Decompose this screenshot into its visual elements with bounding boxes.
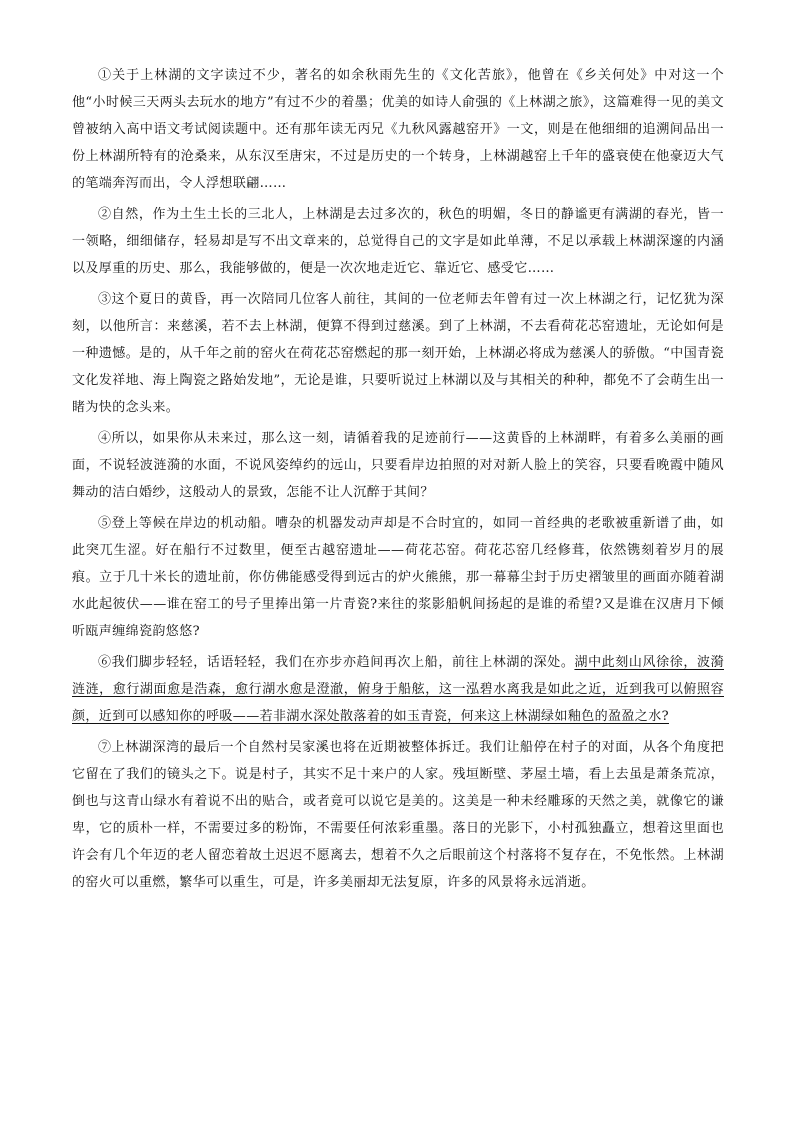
article-body	[72, 62, 724, 900]
paragraph-2: ②自然，作为土生土长的三北人，上林湖是去过多次的，秋色的明媚，冬日的静谧更有满湖的春光，皆一一领略，细细储存，轻易却是写不出文章来的，总觉得自己的文字是如此单薄，不足以承载上林湖深邃的内涵以及厚重的历史、那么，我能够做的，便是一次次地走近它、靠近它、感受它……	[72, 207, 724, 276]
paragraph-1: ①关于上林湖的文字读过不少，著名的如余秋雨先生的《文化苦旅》，他曾在《乡关何处》中对这一个他“小时候三天两头去玩水的地方”有过不少的着墨；优美的如诗人俞强的《上林湖之旅》，这篇难得一见的美文曾被纳入高中语文考试阅读题中。还有那年读无丙兄《九秋风露越窑开》一文，则是在他细细的追溯间品出一份上林湖所特有的沧桑来，从东汉至唐宋，不过是历史的一个转身，上林湖越窑上千年的盛衰使在他豪迈大气的笔端奔泻而出，令人浮想联翩……	[72, 68, 724, 191]
paragraph-7: ⑦上林湖深湾的最后一个自然村吴家溪也将在近期被整体拆迁。我们让船停在村子的对面，从各个角度把它留在了我们的镜头之下。说是村子，其实不足十来户的人家。残垣断壁、茅屋土墙，看上去虽是萧条荒凉，倒也与这青山绿水有着说不出的贴合，或者竟可以说它是美的。这美是一种未经雕琢的天然之美，就像它的谦卑，它的质朴一样，不需要过多的粉饰，不需要任何浓彩重墨。落日的光影下，小村孤独矗立，想着这里面也许会有几个年迈的老人留恋着故土迟迟不愿离去，想着不久之后眼前这个村落将不复存在，不免怅然。上林湖的窑火可以重燃，繁华可以重生，可是，许多美丽却无法复原，许多的风景将永远消逝。	[72, 740, 724, 890]
paragraph-4: ④所以，如果你从未来过，那么这一刻，请循着我的足迹前行——这黄昏的上林湖畔，有着多么美丽的画面，不说轻波涟漪的水面，不说风姿绰约的远山，只要看岸边拍照的对对新人脸上的笑容，只要看晚霞中随风舞动的洁白婚纱，这般动人的景致，怎能不让人沉醉于其间？	[72, 431, 724, 500]
paragraph-5: ⑤登上等候在岸边的机动船。嘈杂的机器发动声却是不合时宜的，如同一首经典的老歌被重新谱了曲，如此突兀生涩。好在船行不过数里，便至古越窑遗址——荷花芯窑。荷花芯窑几经修葺，依然镌刻着岁月的展痕。立于几十米长的遗址前，你仿佛能感受得到远古的炉火熊熊，那一幕幕尘封于历史褶皱里的画面亦随着湖水此起彼伏——谁在窑工的号子里捧出第一片青瓷?来往的浆影船帆间扬起的是谁的希望?又是谁在汉唐月下倾听瓯声缠绵瓷韵悠悠?	[72, 516, 724, 639]
paragraph-6	[72, 649, 724, 730]
underlined-sentence: 湖中此刻山风徐徐，波漪涟涟，愈行湖面愈是浩森，愈行湖水愈是澄澈，俯身于船舷，这一泓碧水离我是如此之近，近到我可以俯照容颜，近到可以感知你的呼吸——若非湖水深处散落着的如玉青瓷，何来这上林湖绿如釉色的盈盈之水?	[72, 655, 724, 724]
paragraph-3: ③这个夏日的黄昏，再一次陪同几位客人前往，其间的一位老师去年曾有过一次上林湖之行，记忆犹为深刻，以他所言：来慈溪，若不去上林湖，便算不得到过慈溪。到了上林湖，不去看荷花芯窑遗址，无论如何是一种遗憾。是的，从千年之前的窑火在荷花芯窑燃起的那一刻开始，上林湖必将成为慈溪人的骄傲。“中国青瓷文化发祥地、海上陶瓷之路始发地”，无论是谁，只要听说过上林湖以及与其相关的种种，都免不了会萌生出一睹为快的念头来。	[72, 292, 724, 415]
paragraph-6-lead: ⑥我们脚步轻轻，话语轻轻，我们在亦步亦趋间再次上船，前往上林湖的深处。	[98, 655, 575, 670]
